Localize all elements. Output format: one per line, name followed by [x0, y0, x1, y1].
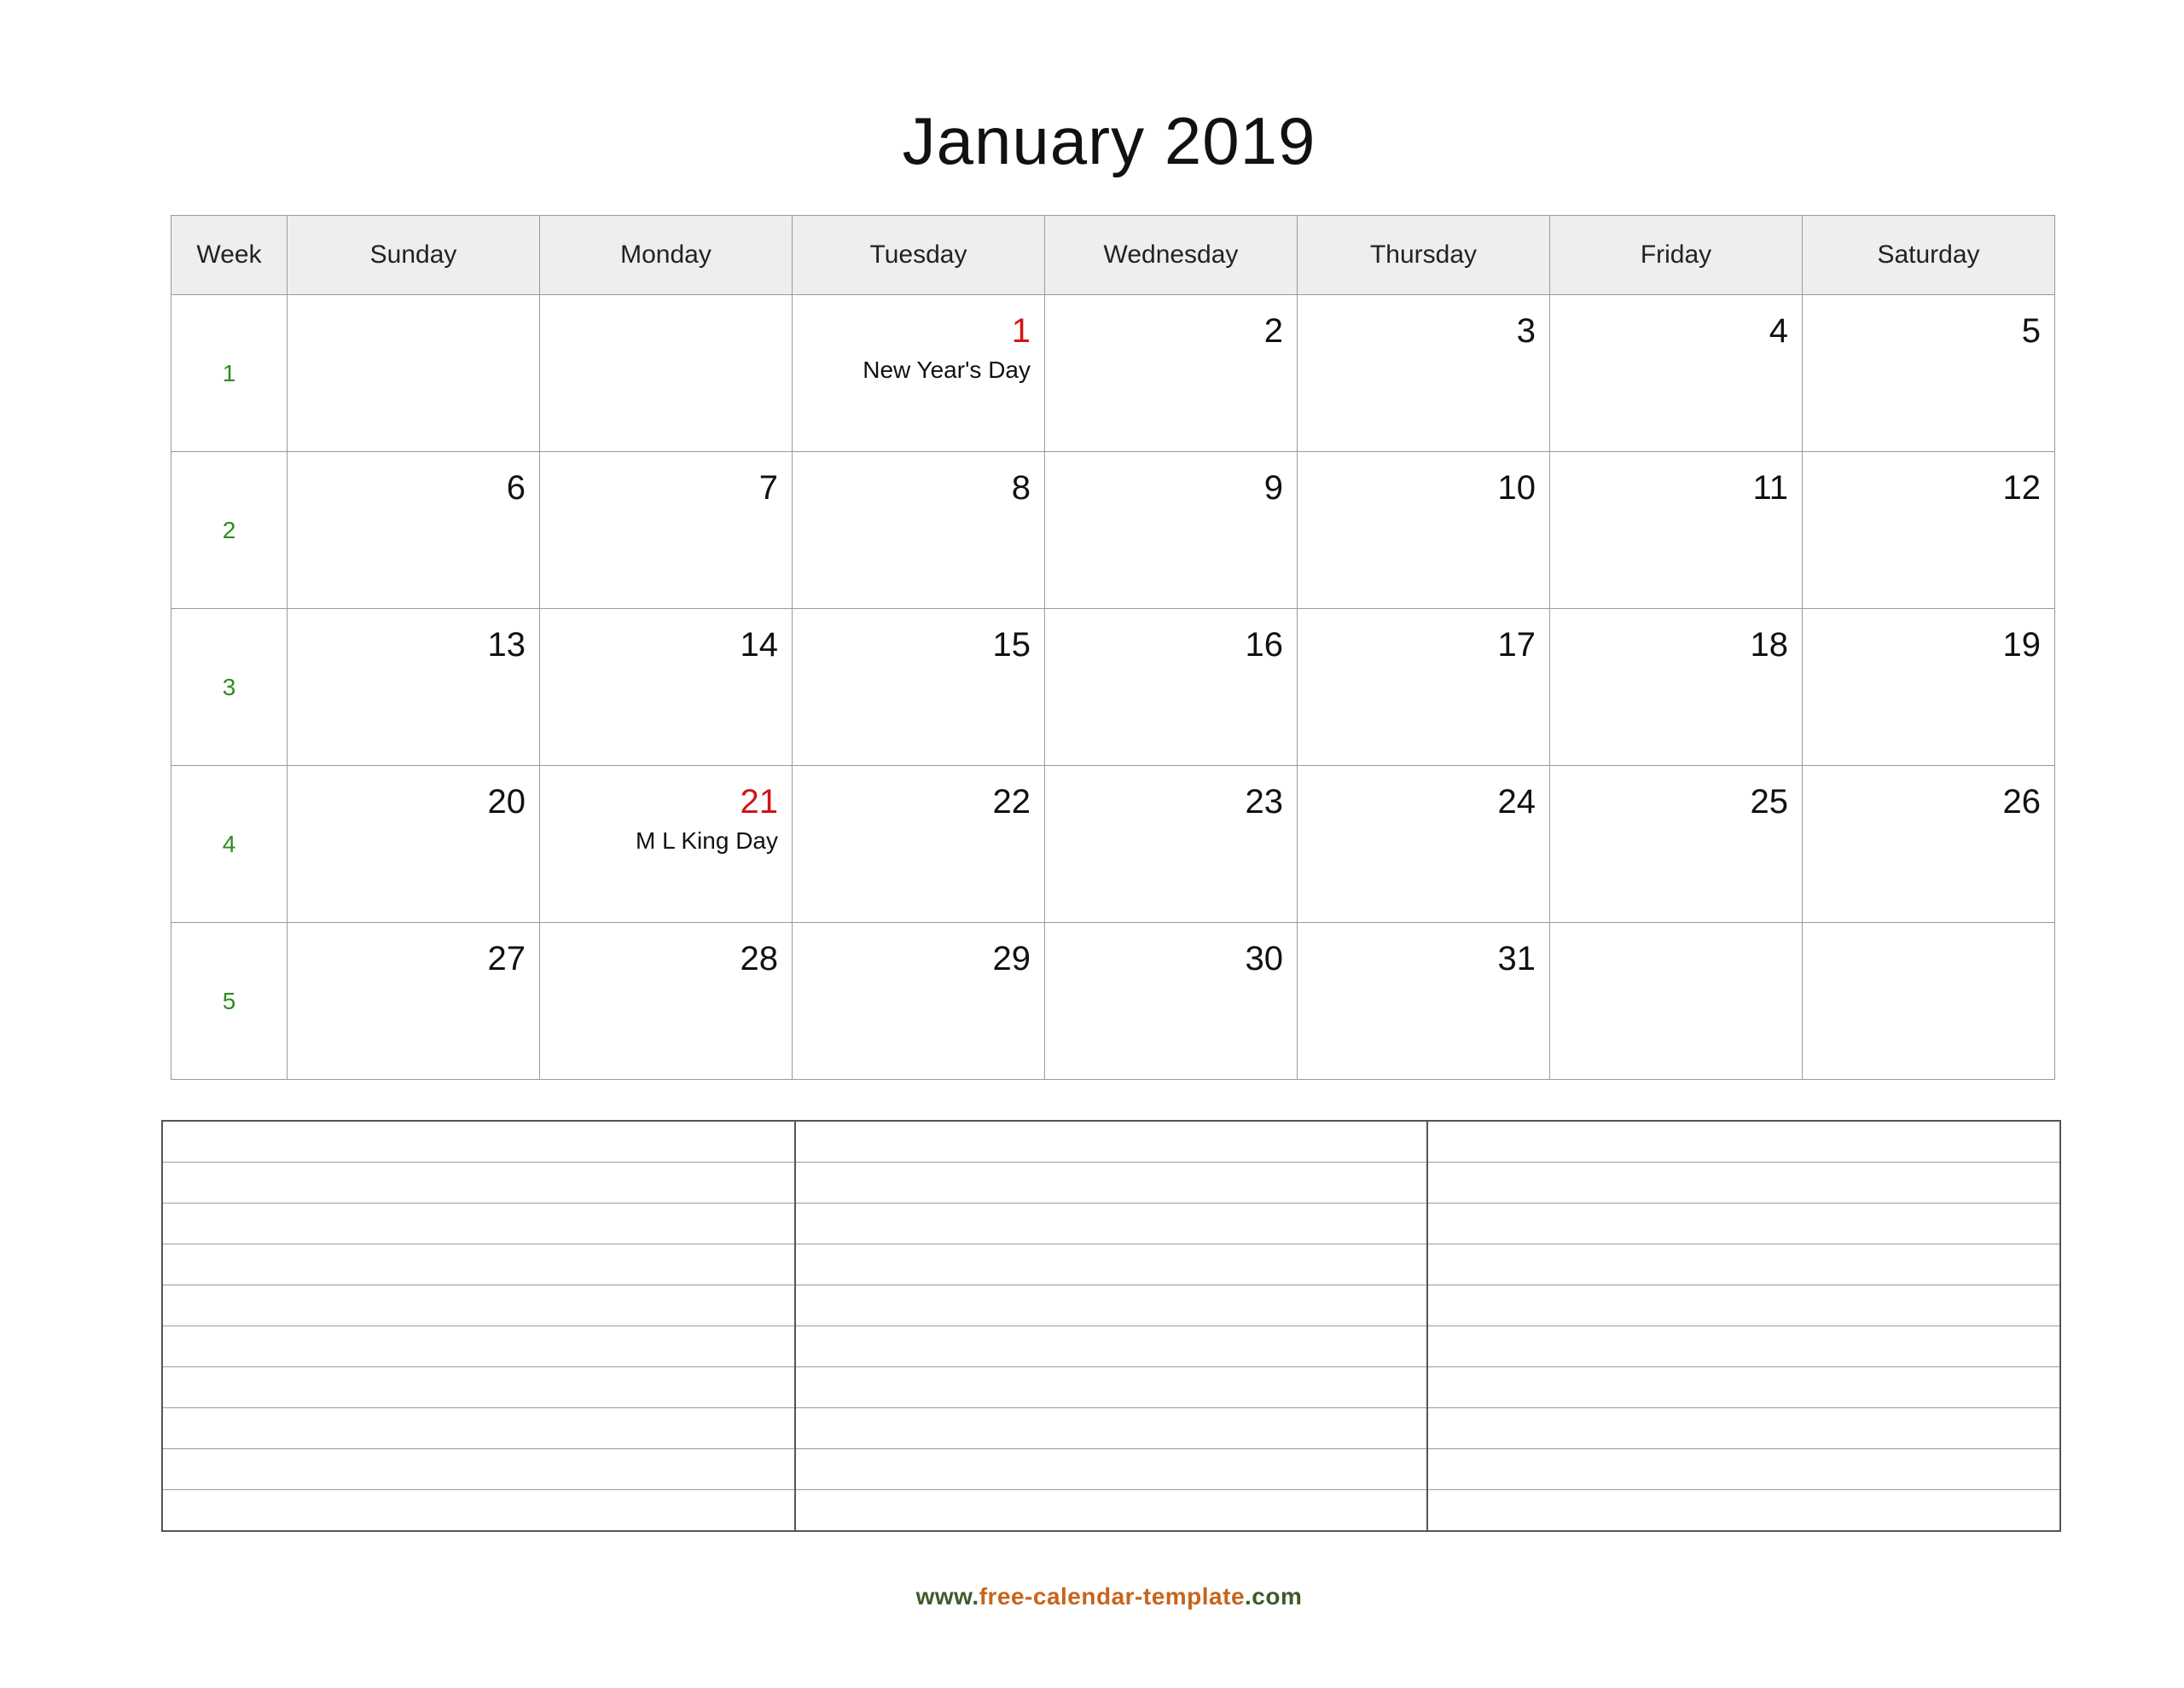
holiday-name: M L King Day	[635, 827, 778, 854]
holiday-name: New Year's Day	[863, 357, 1031, 383]
day-header-sunday: Sunday	[288, 216, 540, 295]
week-column-header: Week	[171, 216, 288, 295]
notes-line[interactable]	[162, 1489, 795, 1531]
day-number: 20	[487, 783, 526, 821]
day-number: 14	[740, 626, 778, 664]
footer-prefix: www.	[915, 1583, 979, 1610]
day-cell[interactable]	[540, 923, 793, 1080]
notes-line[interactable]	[162, 1203, 795, 1244]
notes-line[interactable]	[1427, 1366, 2060, 1407]
notes-row	[162, 1203, 2060, 1244]
day-cell[interactable]	[1045, 452, 1298, 609]
notes-line[interactable]	[162, 1366, 795, 1407]
day-header-tuesday: Tuesday	[793, 216, 1045, 295]
footer-suffix: .com	[1245, 1583, 1303, 1610]
day-cell[interactable]	[288, 923, 540, 1080]
day-cell[interactable]	[1298, 609, 1550, 766]
week-row	[171, 609, 2055, 766]
day-cell[interactable]	[793, 295, 1045, 452]
notes-line[interactable]	[162, 1407, 795, 1448]
day-number: 17	[1497, 626, 1536, 664]
day-cell[interactable]	[1803, 766, 2055, 923]
notes-line[interactable]	[1427, 1448, 2060, 1489]
day-number: 28	[740, 940, 778, 977]
notes-row	[162, 1366, 2060, 1407]
day-cell[interactable]	[288, 766, 540, 923]
notes-line[interactable]	[162, 1163, 795, 1204]
day-number: 30	[1245, 940, 1283, 977]
notes-line[interactable]	[162, 1448, 795, 1489]
day-header-monday: Monday	[540, 216, 793, 295]
notes-line[interactable]	[162, 1325, 795, 1366]
day-cell[interactable]	[540, 452, 793, 609]
week-number: 4	[171, 766, 288, 923]
day-cell[interactable]	[288, 609, 540, 766]
notes-line[interactable]	[1427, 1325, 2060, 1366]
day-number: 3	[1516, 312, 1536, 350]
week-row	[171, 923, 2055, 1080]
day-cell[interactable]	[288, 295, 540, 452]
day-header-friday: Friday	[1550, 216, 1803, 295]
day-cell[interactable]	[1298, 452, 1550, 609]
notes-line[interactable]	[1427, 1285, 2060, 1325]
day-number: 15	[992, 626, 1031, 664]
notes-body	[162, 1121, 2060, 1531]
week-row	[171, 766, 2055, 923]
day-cell[interactable]	[1045, 766, 1298, 923]
notes-line[interactable]	[162, 1121, 795, 1163]
notes-grid	[161, 1120, 2061, 1532]
notes-line[interactable]	[162, 1244, 795, 1285]
notes-row	[162, 1163, 2060, 1204]
day-header-saturday: Saturday	[1803, 216, 2055, 295]
day-number: 21	[740, 783, 778, 821]
day-cell[interactable]	[793, 452, 1045, 609]
week-number: 1	[171, 295, 288, 452]
day-cell[interactable]	[1550, 923, 1803, 1080]
calendar-grid	[171, 215, 2055, 1080]
day-number: 4	[1769, 312, 1788, 350]
footer-domain: free-calendar-template	[979, 1583, 1246, 1610]
day-number: 6	[506, 469, 526, 507]
notes-row	[162, 1448, 2060, 1489]
notes-line[interactable]	[795, 1203, 1428, 1244]
notes-line[interactable]	[1427, 1163, 2060, 1204]
notes-line[interactable]	[1427, 1203, 2060, 1244]
day-cell[interactable]	[1803, 295, 2055, 452]
day-number: 8	[1011, 469, 1031, 507]
day-cell[interactable]	[1045, 923, 1298, 1080]
notes-line[interactable]	[795, 1407, 1428, 1448]
day-number: 27	[487, 940, 526, 977]
notes-line[interactable]	[795, 1163, 1428, 1204]
notes-row	[162, 1325, 2060, 1366]
day-number: 25	[1750, 783, 1788, 821]
notes-line[interactable]	[1427, 1121, 2060, 1163]
day-cell[interactable]	[1550, 452, 1803, 609]
day-cell[interactable]	[540, 766, 793, 923]
day-number: 26	[2002, 783, 2041, 821]
day-cell[interactable]	[1045, 295, 1298, 452]
day-cell[interactable]	[1298, 923, 1550, 1080]
notes-line[interactable]	[1427, 1407, 2060, 1448]
week-number: 2	[171, 452, 288, 609]
day-number: 31	[1497, 940, 1536, 977]
notes-row	[162, 1489, 2060, 1531]
day-number: 5	[2021, 312, 2041, 350]
notes-line[interactable]	[795, 1244, 1428, 1285]
notes-line[interactable]	[795, 1366, 1428, 1407]
day-cell[interactable]	[1550, 766, 1803, 923]
day-cell[interactable]	[793, 923, 1045, 1080]
day-cell[interactable]	[1803, 609, 2055, 766]
day-number: 29	[992, 940, 1031, 977]
notes-line[interactable]	[795, 1448, 1428, 1489]
day-number: 7	[758, 469, 778, 507]
day-cell[interactable]	[540, 609, 793, 766]
notes-row	[162, 1285, 2060, 1325]
day-number: 22	[992, 783, 1031, 821]
day-cell[interactable]	[1045, 609, 1298, 766]
calendar-title: January 2019	[902, 103, 1316, 178]
notes-row	[162, 1407, 2060, 1448]
day-number: 10	[1497, 469, 1536, 507]
notes-line[interactable]	[162, 1285, 795, 1325]
day-cell[interactable]	[793, 766, 1045, 923]
footer-website[interactable]	[0, 1583, 2184, 1610]
day-number: 16	[1245, 626, 1283, 664]
day-cell[interactable]	[1298, 295, 1550, 452]
notes-line[interactable]	[795, 1285, 1428, 1325]
day-number: 13	[487, 626, 526, 664]
week-row	[171, 295, 2055, 452]
notes-line[interactable]	[1427, 1244, 2060, 1285]
day-cell[interactable]	[540, 295, 793, 452]
day-number: 9	[1263, 469, 1283, 507]
day-header-thursday: Thursday	[1298, 216, 1550, 295]
day-number: 24	[1497, 783, 1536, 821]
day-cell[interactable]	[1550, 609, 1803, 766]
week-row	[171, 452, 2055, 609]
day-cell[interactable]	[793, 609, 1045, 766]
day-number: 19	[2002, 626, 2041, 664]
day-cell[interactable]	[1298, 766, 1550, 923]
day-cell[interactable]	[1550, 295, 1803, 452]
week-number: 5	[171, 923, 288, 1080]
day-cell[interactable]	[288, 452, 540, 609]
week-number: 3	[171, 609, 288, 766]
day-cell[interactable]	[1803, 923, 2055, 1080]
notes-row	[162, 1244, 2060, 1285]
notes-row	[162, 1121, 2060, 1163]
day-number: 12	[2002, 469, 2041, 507]
day-number: 2	[1263, 312, 1283, 350]
day-number: 11	[1752, 469, 1788, 507]
notes-line[interactable]	[1427, 1489, 2060, 1531]
calendar-header-row	[171, 216, 2055, 295]
calendar-body	[171, 295, 2055, 1080]
day-number: 18	[1750, 626, 1788, 664]
notes-line[interactable]	[795, 1489, 1428, 1531]
day-number: 1	[1011, 312, 1031, 350]
notes-line[interactable]	[795, 1121, 1428, 1163]
day-cell[interactable]	[1803, 452, 2055, 609]
day-header-wednesday: Wednesday	[1045, 216, 1298, 295]
notes-line[interactable]	[795, 1325, 1428, 1366]
day-number: 23	[1245, 783, 1283, 821]
